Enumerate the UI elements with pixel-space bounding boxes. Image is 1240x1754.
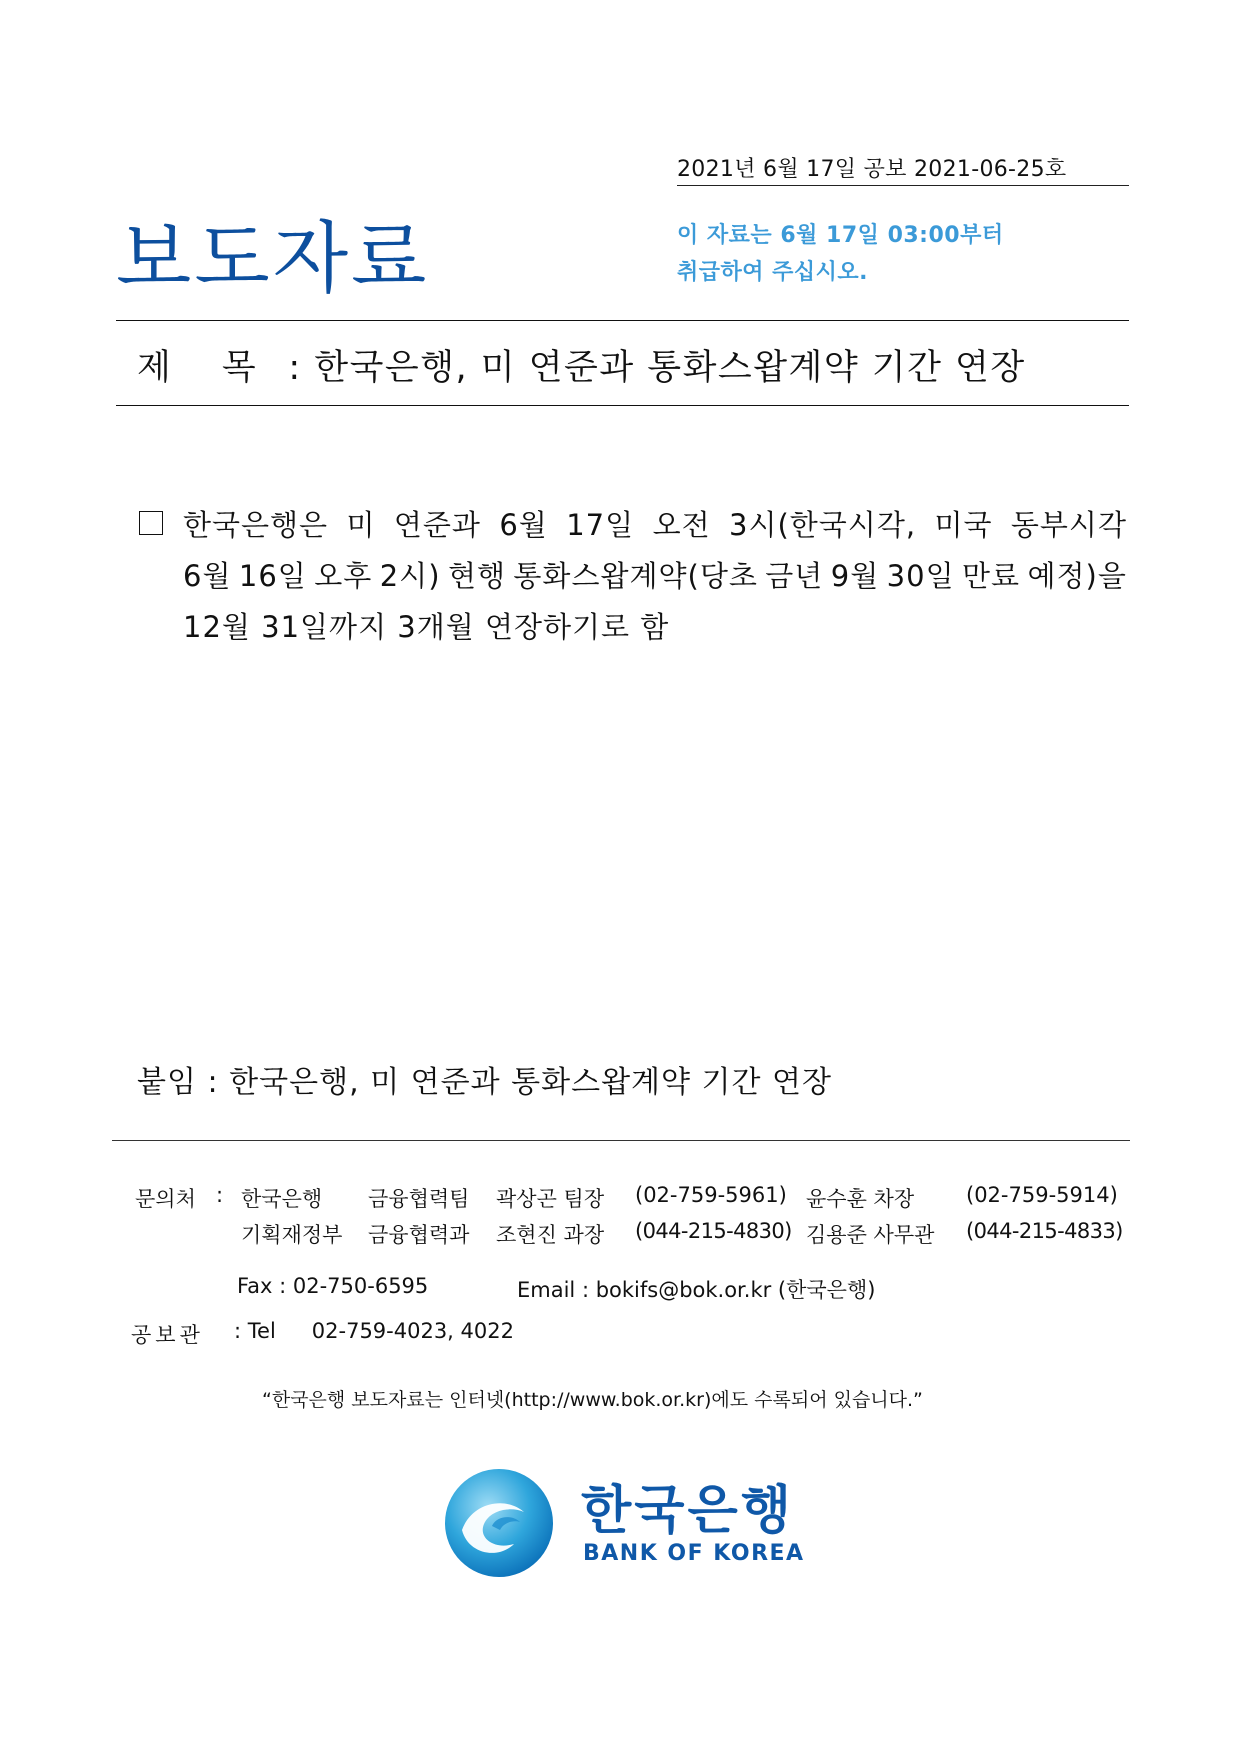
body-word: 연준과	[393, 508, 481, 542]
embargo-notice-line-2: 취급하여 주십시오.	[677, 260, 869, 285]
body-word: 2시)	[379, 559, 441, 593]
contact-dept: 금융협력팀	[368, 1187, 470, 1211]
body-paragraph-line-1	[183, 503, 1127, 544]
attachment-text: 한국은행, 미 연준과 통화스왑계약 기간 연장	[229, 1065, 833, 1100]
bullet-square-icon	[139, 511, 163, 535]
contacts-colon: :	[216, 1183, 224, 1207]
body-paragraph-line-3: 12월 31일까지 3개월 연장하기로 함	[183, 610, 670, 644]
body-word: 예정)을	[1027, 559, 1127, 593]
press-office-contact	[234, 1319, 514, 1343]
body-word: 한국은행은	[183, 508, 329, 542]
body-word: 통화스왑계약(당초	[513, 559, 758, 593]
contact-org: 한국은행	[241, 1187, 323, 1211]
press-office-label-text: 공보관	[131, 1323, 204, 1347]
bank-of-korea-emblem-icon	[444, 1468, 554, 1578]
body-word: 오후	[314, 559, 373, 593]
subject-bottom-divider	[116, 405, 1129, 406]
body-word: 금년	[765, 559, 824, 593]
body-word: 오전	[652, 508, 711, 542]
body-word: 17일	[566, 508, 635, 542]
subject-text: 한국은행, 미 연준과 통화스왑계약 기간 연장	[314, 348, 1026, 388]
body-word: 30일	[886, 559, 955, 593]
body-word: 6월	[183, 559, 232, 593]
email-contact: Email : bokifs@bok.or.kr (한국은행)	[517, 1278, 876, 1302]
contact-person: 조현진 과장	[496, 1223, 605, 1247]
subject-separator: :	[275, 348, 315, 388]
body-paragraph-line-2	[183, 554, 1127, 595]
subject-top-divider	[116, 320, 1129, 321]
body-word: 16일	[238, 559, 307, 593]
bank-name-english: BANK OF KOREA	[583, 1541, 805, 1566]
attachment-line	[137, 1057, 832, 1101]
press-office-label	[131, 1319, 204, 1349]
press-office-tel-label: Tel	[247, 1319, 276, 1343]
press-office-separator: :	[234, 1319, 248, 1343]
contact-person: 곽상곤 팀장	[496, 1187, 605, 1211]
body-word: 미	[346, 508, 376, 542]
contact-person: 윤수훈 차장	[806, 1187, 915, 1211]
body-word: 현행	[447, 559, 506, 593]
body-word: 동부시각	[1010, 508, 1127, 542]
embargo-notice-line-1: 이 자료는 6월 17일 03:00부터	[677, 223, 1004, 248]
contact-phone: (02-759-5914)	[966, 1183, 1118, 1207]
contact-org: 기획재정부	[241, 1223, 343, 1247]
body-word: 9월	[830, 559, 880, 593]
body-word: 만료	[962, 559, 1021, 593]
website-note: “한국은행 보도자료는 인터넷(http://www.bok.or.kr)에도 수록되어 있습니다.”	[262, 1389, 923, 1411]
body-word: 3시(한국시각,	[729, 508, 917, 542]
press-release-title: 보도자료	[116, 214, 430, 304]
fax-number: Fax : 02-750-6595	[237, 1274, 429, 1298]
press-office-tel-value: 02-759-4023, 4022	[311, 1319, 514, 1343]
contact-phone: (044-215-4833)	[966, 1219, 1123, 1243]
attachment-separator: :	[196, 1065, 230, 1100]
contacts-divider	[112, 1140, 1130, 1141]
subject-line	[137, 340, 1026, 390]
release-date-line: 2021년 6월 17일 공보 2021-06-25호	[677, 152, 1129, 186]
contact-dept: 금융협력과	[368, 1223, 470, 1247]
body-word: 6월	[499, 508, 548, 542]
contacts-label: 문의처	[135, 1187, 196, 1211]
contact-phone: (044-215-4830)	[635, 1219, 792, 1243]
bank-name-korean: 한국은행	[581, 1481, 794, 1541]
subject-label: 제 목	[137, 348, 276, 388]
contact-person: 김용준 사무관	[806, 1223, 935, 1247]
contact-phone: (02-759-5961)	[635, 1183, 787, 1207]
body-word: 미국	[934, 508, 993, 542]
attachment-label: 붙임	[137, 1065, 197, 1100]
